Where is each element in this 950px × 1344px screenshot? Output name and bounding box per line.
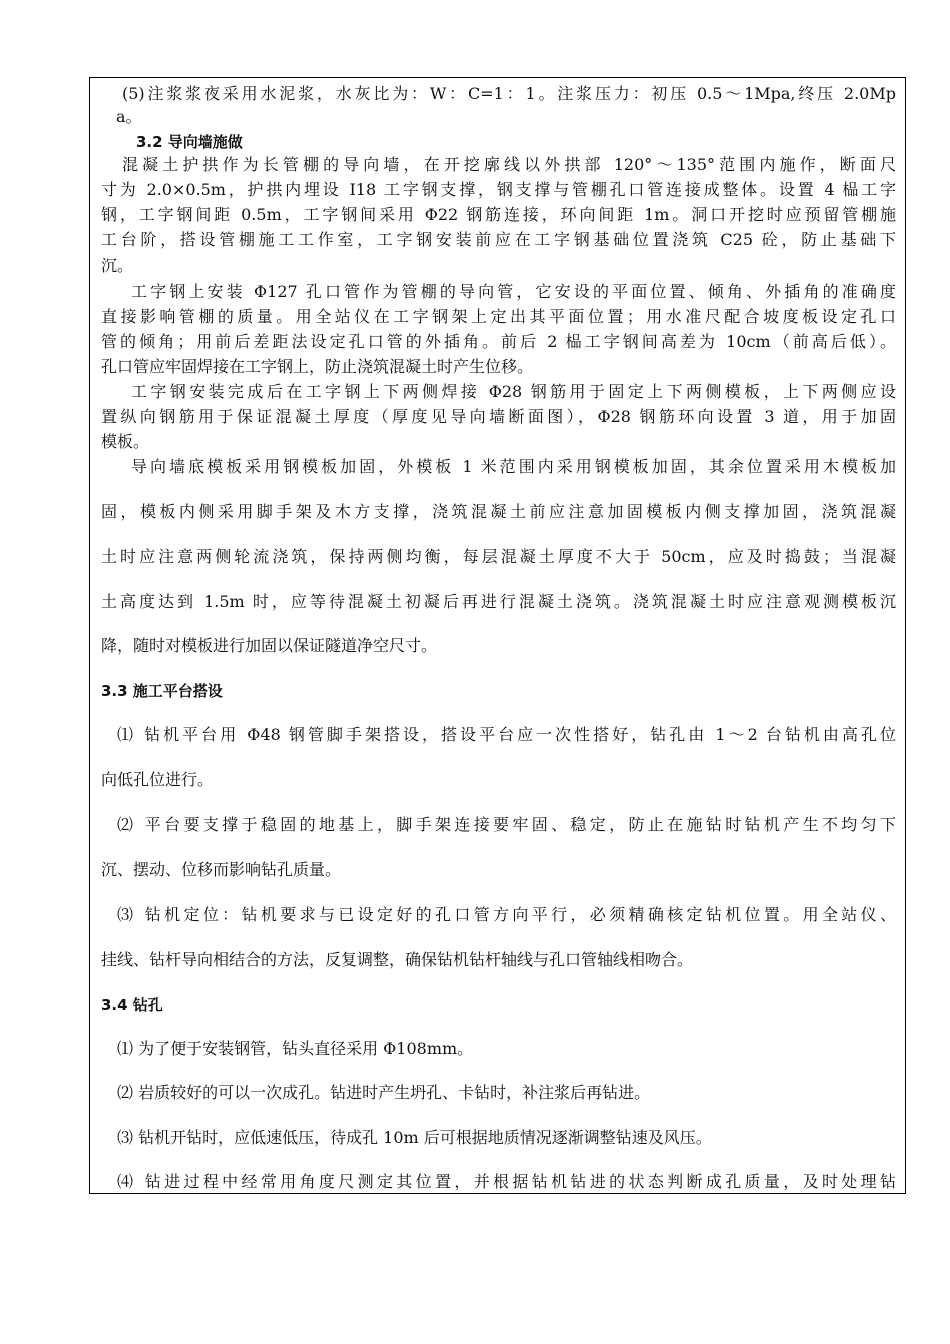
- text-line: ⑶ 钻机开钻时，应低速低压，待成孔 10m 后可根据地质情况逐渐调整钻速及风压。: [117, 1128, 712, 1147]
- text-line: ⑵ 平台要支撑于稳固的地基上，脚手架连接要牢固、稳定，防止在施钻时钻机产生不均匀下: [117, 815, 896, 834]
- text-line: ⑷ 钻进过程中经常用角度尺测定其位置，并根据钻机钻进的状态判断成孔质量，及时处理钻: [117, 1172, 896, 1191]
- text-line: 降，随时对模板进行加固以保证隧道净空尺寸。: [101, 636, 438, 655]
- text-line: 管的倾角；用前后差距法设定孔口管的外插角。前后 2 榀工字钢间高差为 10cm（前高后低）。: [101, 332, 896, 351]
- text-line: 孔口管应牢固焊接在工字钢上，防止浇筑混凝土时产生位移。: [101, 357, 534, 376]
- text-line: 钢，工字钢间距 0.5m，工字钢间采用 Φ22 钢筋连接，环向间距 1m。洞口开挖时应预留管棚施: [101, 205, 896, 224]
- text-line: 工字钢上安装 Φ127 孔口管作为管棚的导向管，它安设的平面位置、倾角、外插角的准确度: [131, 282, 896, 301]
- text-line: ⑴ 钻机平台用 Φ48 钢管脚手架搭设，搭设平台应一次性搭好，钻孔由 1～2 台钻机由高孔位: [117, 725, 896, 744]
- text-line: 沉。: [101, 256, 134, 275]
- text-line: 模板。: [101, 432, 150, 451]
- text-line: 土时应注意两侧轮流浇筑，保持两侧均衡，每层混凝土厚度不大于 50cm，应及时捣鼓；当混凝: [101, 547, 896, 566]
- text-line: 沉、摆动、位移而影响钻孔质量。: [101, 860, 342, 879]
- text-line: 工字钢安装完成后在工字钢上下两侧焊接 Φ28 钢筋用于固定上下两侧模板，上下两侧应设: [131, 382, 896, 401]
- text-line: a。: [116, 107, 142, 126]
- text-line: (5)注浆浆夜采用水泥浆，水灰比为：W：C=1：1。注浆压力：初压 0.5～1Mpa,终压 2.0Mp: [122, 84, 896, 103]
- text-line: 固，模板内侧采用脚手架及木方支撑，浇筑混凝土前应注意加固模板内侧支撑加固，浇筑混凝: [101, 502, 896, 521]
- text-line: 土高度达到 1.5m 时，应等待混凝土初凝后再进行混凝土浇筑。浇筑混凝土时应注意观测模板沉: [101, 592, 896, 611]
- text-line: 挂线、钻杆导向相结合的方法，反复调整，确保钻机钻杆轴线与孔口管轴线相吻合。: [101, 950, 694, 969]
- text-line: 置纵向钢筋用于保证混凝土厚度（厚度见导向墙断面图），Φ28 钢筋环向设置 3 道，用于加固: [101, 407, 896, 426]
- text-line: 混凝土护拱作为长管棚的导向墙，在开挖廓线以外拱部 120°～135°范围内施作，断面尺: [122, 155, 896, 174]
- text-line: ⑴ 为了便于安装钢管，钻头直径采用 Φ108mm。: [117, 1039, 474, 1058]
- text-line: 工台阶，搭设管棚施工工作室，工字钢安装前应在工字钢基础位置浇筑 C25 砼，防止基础下: [101, 230, 896, 249]
- section-heading-3-3: 3.3 施工平台搭设: [101, 682, 223, 700]
- text-line: 寸为 2.0×0.5m，护拱内埋设 I18 工字钢支撑，钢支撑与管棚孔口管连接成整体。设置 4 榀工字: [101, 180, 896, 199]
- text-line: ⑶ 钻机定位：钻机要求与已设定好的孔口管方向平行，必须精确核定钻机位置。用全站仪、: [117, 905, 896, 924]
- text-line: ⑵ 岩质较好的可以一次成孔。钻进时产生坍孔、卡钻时，补注浆后再钻进。: [117, 1083, 651, 1102]
- text-line: 导向墙底模板采用钢模板加固，外模板 1 米范围内采用钢模板加固，其余位置采用木模板加: [131, 457, 896, 476]
- section-heading-3-4: 3.4 钻孔: [101, 996, 163, 1014]
- text-line: 直接影响管棚的质量。用全站仪在工字钢架上定出其平面位置；用水准尺配合坡度板设定孔口: [101, 307, 896, 326]
- section-heading-3-2: 3.2 导向墙施做: [136, 133, 243, 151]
- text-line: 向低孔位进行。: [101, 770, 214, 789]
